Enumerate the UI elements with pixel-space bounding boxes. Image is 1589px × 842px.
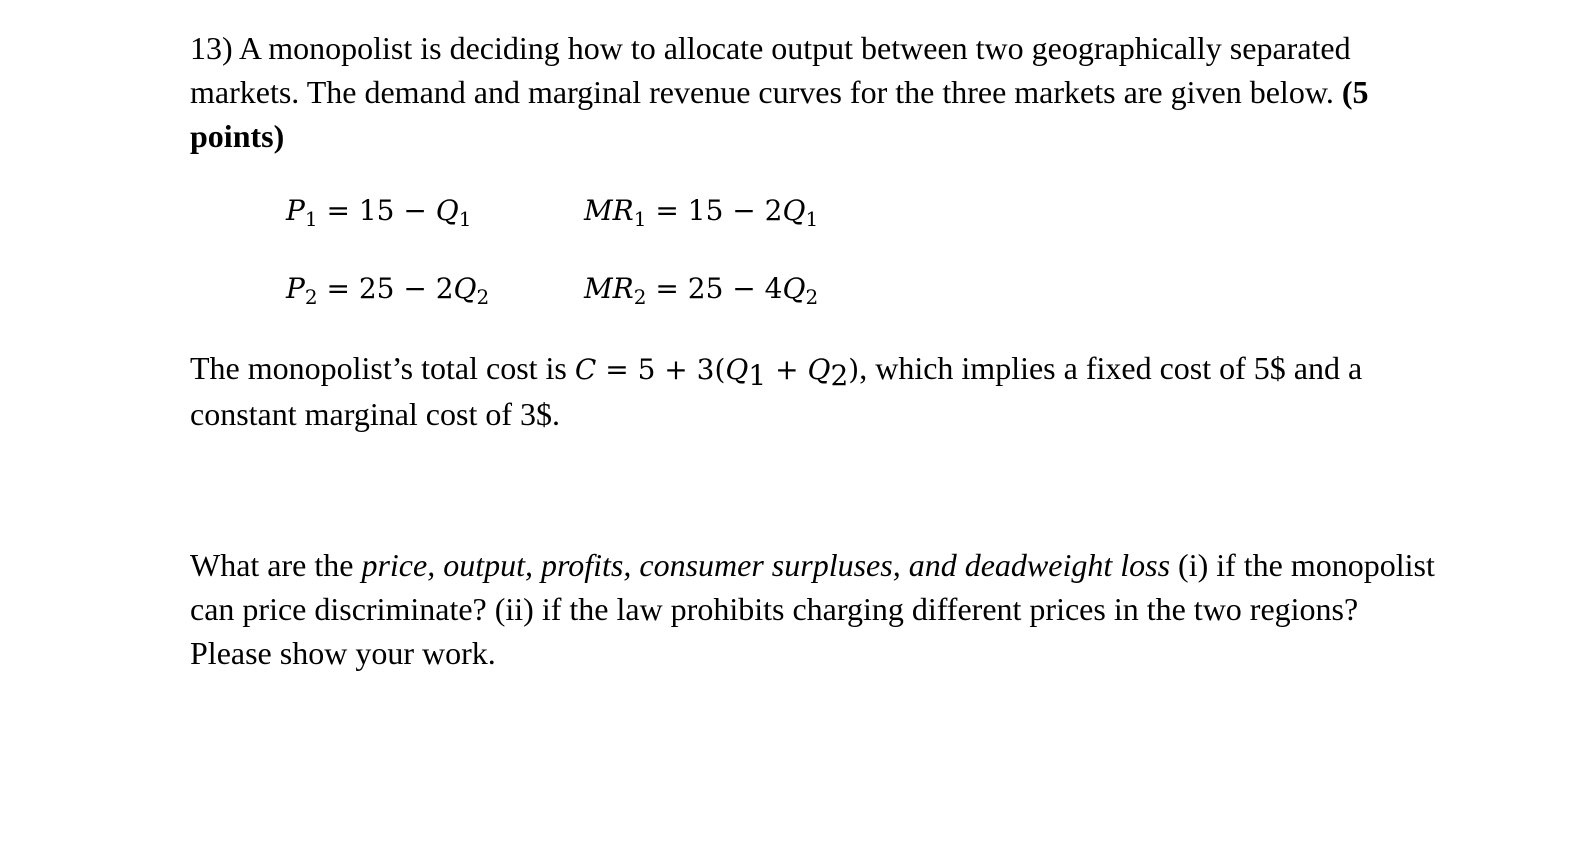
mr1-symbol: MR <box>584 194 634 227</box>
mr1-rhs: = 15 − 2 <box>646 194 783 227</box>
marginal-revenue-equation-1 <box>584 194 819 231</box>
cost-q1-symbol: Q <box>725 353 749 386</box>
mr2-q-subscript: 2 <box>805 285 819 309</box>
mr2-symbol: MR <box>584 272 634 305</box>
cost-line-1 <box>190 346 1362 392</box>
problem-statement <box>190 26 1369 158</box>
p1-rhs: = 15 − <box>317 194 436 227</box>
mr1-q-subscript: 1 <box>805 207 819 231</box>
cost-c-symbol: C <box>574 353 597 386</box>
cost-q2-subscript: 2 <box>830 359 849 392</box>
question-line-1 <box>190 543 1435 587</box>
question-intro: What are the <box>190 547 362 583</box>
cost-equals: = <box>596 353 638 386</box>
p1-q-symbol: Q <box>435 194 459 227</box>
mr2-rhs: = 25 − 4 <box>646 272 783 305</box>
cost-implication: , which implies a fixed cost of 5$ and a <box>859 350 1363 386</box>
problem-line-2 <box>190 70 1369 114</box>
mr1-q-symbol: Q <box>782 194 806 227</box>
cost-expr-close: ) <box>848 353 860 386</box>
question-line-3: Please show your work. <box>190 635 496 671</box>
mr1-subscript: 1 <box>633 207 647 231</box>
question-line-2: can price discriminate? (ii) if the law prohibits charging different prices in the two regions? <box>190 591 1359 627</box>
cost-intro: The monopolist’s total cost is <box>190 350 575 386</box>
cost-expr-open: 5 + 3( <box>637 353 726 386</box>
p2-q-symbol: Q <box>453 272 477 305</box>
p2-rhs: = 25 − 2 <box>317 272 454 305</box>
p1-q-subscript: 1 <box>458 207 472 231</box>
cost-paragraph <box>190 346 1362 436</box>
points-label-end: points) <box>190 118 285 154</box>
question-items: price, output, profits, consumer surpluses, and deadweight loss <box>361 547 1171 583</box>
mr2-q-symbol: Q <box>782 272 806 305</box>
p2-symbol: P <box>286 272 305 305</box>
p1-symbol: P <box>286 194 305 227</box>
question-part-i: (i) if the monopolist <box>1170 547 1435 583</box>
cost-q2-symbol: Q <box>807 353 831 386</box>
p1-subscript: 1 <box>304 207 318 231</box>
problem-line-2-text: markets. The demand and marginal revenue curves for the three markets are given below. <box>190 74 1342 110</box>
question-paragraph <box>190 543 1435 675</box>
p2-q-subscript: 2 <box>476 285 490 309</box>
demand-equation-2 <box>286 272 490 309</box>
problem-line-1: 13) A monopolist is deciding how to allocate output between two geographically separated <box>190 30 1351 66</box>
cost-line-2: constant marginal cost of 3$. <box>190 396 560 432</box>
cost-plus: + <box>766 353 808 386</box>
p2-subscript: 2 <box>304 285 318 309</box>
mr2-subscript: 2 <box>633 285 647 309</box>
points-label-start: (5 <box>1341 74 1369 110</box>
marginal-revenue-equation-2 <box>584 272 819 309</box>
cost-q1-subscript: 1 <box>748 359 767 392</box>
demand-equation-1 <box>286 194 472 231</box>
